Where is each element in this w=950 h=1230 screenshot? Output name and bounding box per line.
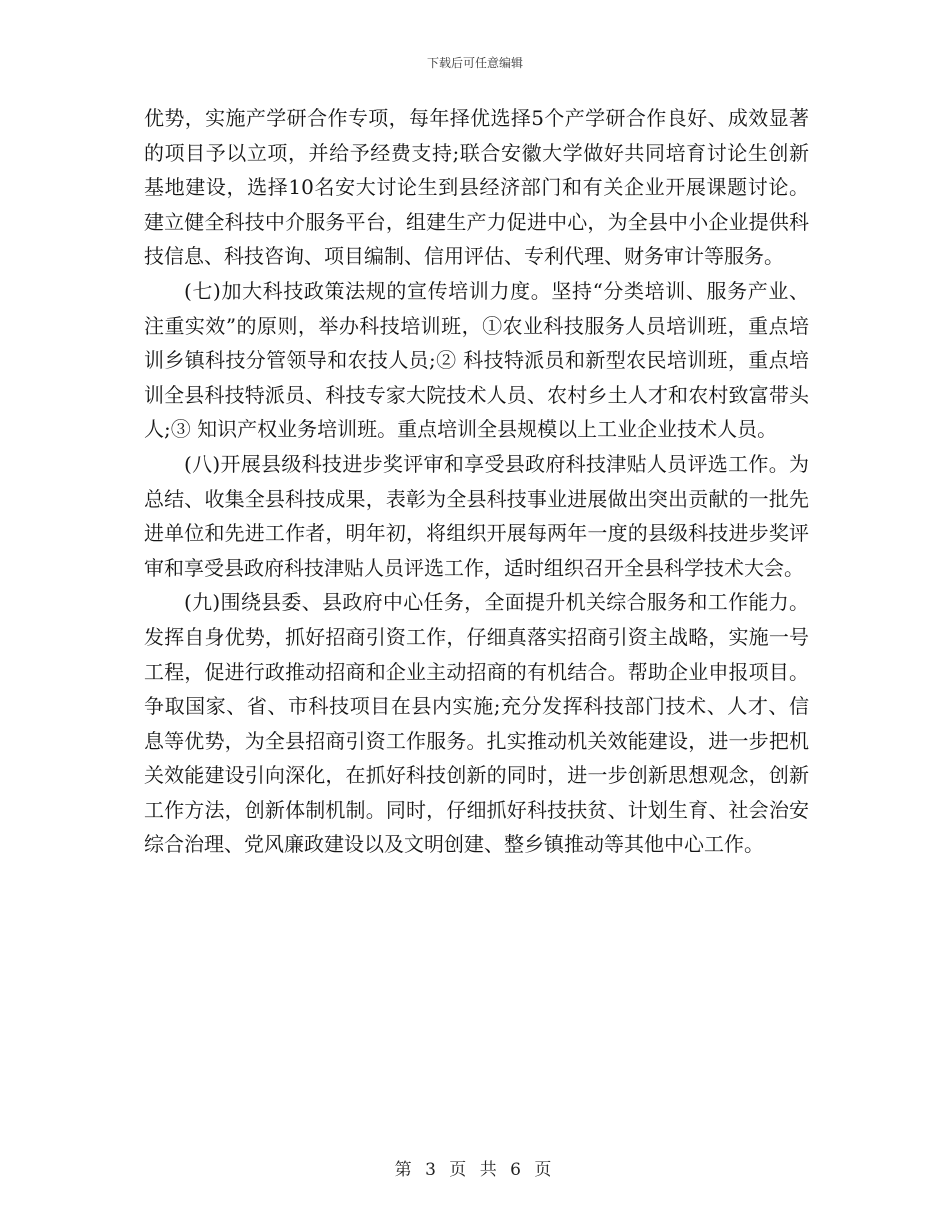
paragraph-seven: (七)加大科技政策法规的宣传培训力度。坚持“分类培训、服务产业、注重实效”的原则，举办科技培训班，①农业科技服务人员培训班，重点培训乡镇科技分管领导和农技人员;② 科技特派员和新型农民培训班，重点培训全县科技特派员、科技专家大院技术人员、农村乡土人才和农村致富带头人;③ 知识产权业务培训班。重点培训全县规模以上工业企业技术人员。 [144,278,809,442]
page-header: 下载后可任意编辑 [426,56,523,70]
paragraph-continuation: 优势，实施产学研合作专项，每年择优选择5个产学研合作良好、成效显著的项目予以立项，并给予经费支持;联合安徽大学做好共同培育讨论生创新基地建设，选择10名安大讨论生到县经济部门和有关企业开展课题讨论。建立健全科技中介服务平台，组建生产力促进中心，为全县中小企业提供科技信息、科技咨询、项目编制、信用评估、专利代理、财务审计等服务。 [144,106,809,269]
paragraph-eight: (八)开展县级科技进步奖评审和享受县政府科技津贴人员评选工作。为总结、收集全县科技成果，表彰为全县科技事业进展做出突出贡献的一批先进单位和先进工作者，明年初，将组织开展每两年一度的县级科技进步奖评审和享受县政府科技津贴人员评选工作，适时组织召开全县科学技术大会。 [144,451,809,580]
document-body [144,101,809,862]
paragraph-nine: (九)围绕县委、县政府中心任务，全面提升机关综合服务和工作能力。发挥自身优势，抓好招商引资工作，仔细真落实招商引资主战略，实施一号工程，促进行政推动招商和企业主动招商的有机结合。帮助企业申报项目。争取国家、省、市科技项目在县内实施;充分发挥科技部门技术、人才、信息等优势，为全县招商引资工作服务。扎实推动机关效能建设，进一步把机关效能建设引向深化，在抓好科技创新的同时，进一步创新思想观念，创新工作方法，创新体制机制。同时，仔细抓好科技扶贫、计划生育、社会治安综合治理、党风廉政建设以及文明创建、整乡镇推动等其他中心工作。 [144,590,809,857]
page-number-footer: 第 3 页 共 6 页 [394,1160,556,1180]
